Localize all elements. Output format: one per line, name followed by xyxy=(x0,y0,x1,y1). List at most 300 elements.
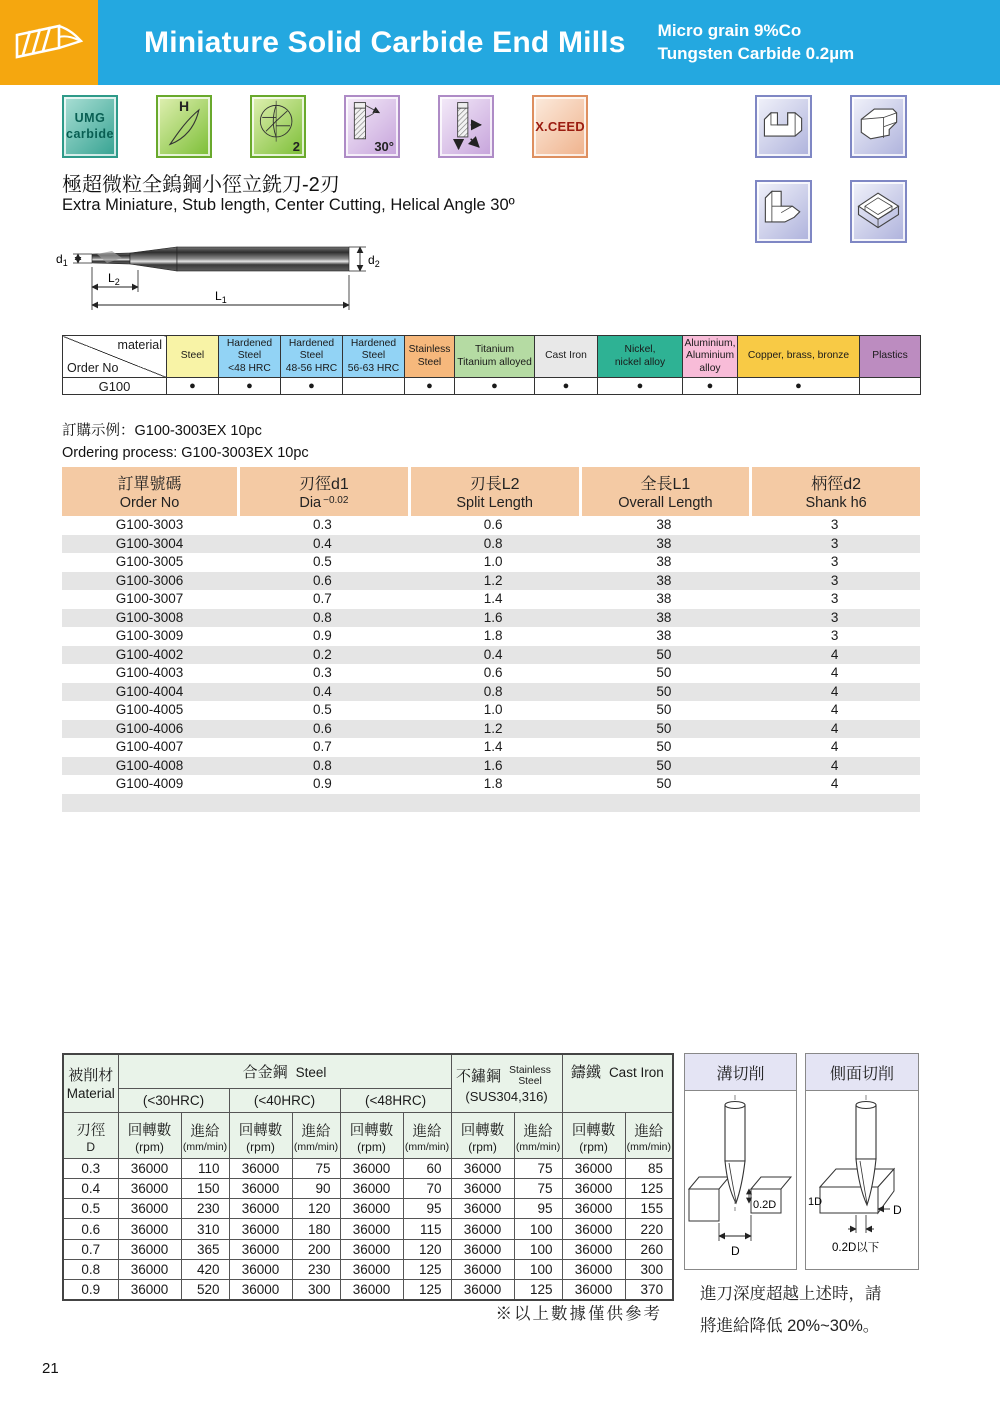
cut-data-cell: 36000 xyxy=(451,1239,514,1259)
cut-data-cell: 370 xyxy=(625,1280,673,1300)
material-dot-cell: ● xyxy=(219,378,281,395)
side-cutting-drawing xyxy=(806,1091,918,1269)
cut-data-cell: 36000 xyxy=(229,1280,292,1300)
spec-cell: 50 xyxy=(656,702,672,717)
spec-cell: 3 xyxy=(830,554,839,569)
material-order-no: G100 xyxy=(63,378,167,395)
spec-header-zh: 全長L1 xyxy=(640,476,691,493)
material-column-header: Nickel, nickel alloy xyxy=(598,336,683,378)
cut-colheader-en: (rpm) xyxy=(468,1139,497,1154)
spec-cell: 38 xyxy=(656,628,672,643)
spec-cell: 0.6 xyxy=(313,572,332,588)
spec-cell: 38 xyxy=(656,572,672,588)
cut-data-cell: 36000 xyxy=(340,1158,403,1178)
cut-data-cell: 115 xyxy=(403,1219,451,1239)
spec-cell: 0.8 xyxy=(483,683,503,699)
cut-column-header xyxy=(514,1112,562,1158)
spec-cell: 3 xyxy=(830,535,839,551)
spec-cell: 38 xyxy=(656,554,672,569)
spec-row xyxy=(62,627,920,646)
cut-column-header xyxy=(625,1112,673,1158)
cut-colheader-zh: 進給 xyxy=(301,1123,331,1140)
cut-data-cell: 36000 xyxy=(340,1199,403,1219)
cut-data-cell: 36000 xyxy=(340,1178,403,1198)
cut-data-cell: 36000 xyxy=(562,1280,625,1300)
cut-data-cell: 260 xyxy=(625,1239,673,1259)
cut-colheader-zh: 進給 xyxy=(412,1123,442,1140)
cut-column-header xyxy=(340,1112,403,1158)
spec-table xyxy=(62,467,920,812)
slot-cutting-drawing xyxy=(685,1091,796,1269)
material-column-header: Hardened Steel 48-56 HRC xyxy=(281,336,343,378)
spec-cell: 0.7 xyxy=(313,591,332,606)
spec-cell: 3 xyxy=(830,591,839,606)
material-dot-cell: ● xyxy=(535,378,598,395)
cut-data-cell: 150 xyxy=(181,1178,229,1198)
spec-cell: 50 xyxy=(656,665,672,680)
spec-cell: 1.4 xyxy=(483,591,503,606)
cut-data-row xyxy=(63,1158,673,1178)
spec-row xyxy=(62,553,920,572)
depth-of-cut-note: 進刀深度超越上述時，請 將進給降低 20%~30%。 xyxy=(700,1285,882,1336)
cut-data-cell: 125 xyxy=(403,1259,451,1279)
cut-data-cell: 36000 xyxy=(340,1239,403,1259)
spec-cell: G100-3006 xyxy=(115,572,184,588)
spec-cell: 50 xyxy=(656,646,672,662)
cut-data-cell: 0.3 xyxy=(63,1158,118,1178)
spec-cell: 3 xyxy=(830,628,839,643)
spec-cell xyxy=(62,794,237,813)
cut-data-cell: 220 xyxy=(625,1219,673,1239)
cut-hrc-subheader: (<30HRC) xyxy=(118,1088,229,1112)
cut-colheader-zh: 刃徑 xyxy=(76,1122,106,1139)
cut-colheader-en: (mm/min) xyxy=(293,1140,339,1153)
cut-colheader-en: (mm/min) xyxy=(626,1140,671,1153)
spec-cell: 0.3 xyxy=(313,665,332,680)
spec-cell: 1.2 xyxy=(483,572,503,588)
cut-data-cell: 36000 xyxy=(451,1219,514,1239)
spec-header-tolerance: −0.02 xyxy=(323,495,349,506)
cut-data-cell: 36000 xyxy=(118,1199,181,1219)
page-title: Miniature Solid Carbide End Mills xyxy=(144,25,626,59)
product-title-en: Extra Miniature, Stub length, Center Cutting, Helical Angle 30º xyxy=(62,196,515,214)
header-banner xyxy=(0,0,1000,85)
cut-data-cell: 120 xyxy=(292,1199,340,1219)
step-shape-icon xyxy=(757,182,810,241)
spec-row xyxy=(62,609,920,628)
spec-cell: 1.4 xyxy=(483,739,503,754)
spec-cell: 4 xyxy=(830,646,839,662)
spec-cell: G100-4009 xyxy=(115,776,184,791)
cut-data-cell: 420 xyxy=(181,1259,229,1279)
cut-data-cell: 36000 xyxy=(562,1219,625,1239)
diagram-side-cutting xyxy=(805,1053,919,1270)
spec-header-cell xyxy=(408,467,579,516)
spec-cell xyxy=(237,794,408,813)
cut-data-cell: 36000 xyxy=(118,1259,181,1279)
side-step-shape-icon xyxy=(852,97,905,156)
cut-colheader-zh: 回轉數 xyxy=(460,1122,505,1139)
cut-data-cell: 110 xyxy=(181,1158,229,1178)
spec-header-cell xyxy=(749,467,920,516)
cut-data-cell: 0.5 xyxy=(63,1199,118,1219)
ordering-example: 訂購示例：G100-3003EX 10pc Ordering process: G100-3003EX 10pc xyxy=(62,423,309,461)
spec-header-zh: 訂單號碼 xyxy=(117,476,182,493)
cut-colheader-en: (rpm) xyxy=(135,1139,164,1154)
spec-cell: 38 xyxy=(656,535,672,551)
cut-colheader-zh: 回轉數 xyxy=(571,1122,616,1139)
cut-data-cell: 85 xyxy=(625,1158,673,1178)
spec-cell: G100-3009 xyxy=(115,628,184,643)
spec-cell: 50 xyxy=(656,739,672,754)
cut-data-cell: 36000 xyxy=(562,1158,625,1178)
cut-data-cell: 100 xyxy=(514,1219,562,1239)
brand-logo xyxy=(0,0,98,85)
svg-text:0.2D以下: 0.2D以下 xyxy=(832,1242,880,1254)
feature-badges xyxy=(62,95,588,158)
cut-data-cell: 520 xyxy=(181,1280,229,1300)
cut-colheader-zh: 回轉數 xyxy=(238,1122,283,1139)
diagram-slot-cutting xyxy=(684,1053,797,1270)
cut-colheader-en: D xyxy=(86,1139,96,1154)
spec-cell: G100-4004 xyxy=(115,683,184,699)
spec-cell: 38 xyxy=(656,591,672,606)
cut-data-cell: 36000 xyxy=(229,1178,292,1198)
spec-header-en: Split Length xyxy=(456,495,533,511)
cut-data-row xyxy=(63,1178,673,1198)
cut-data-cell: 36000 xyxy=(118,1178,181,1198)
cut-castiron-group-header: 鑄鐵 Cast Iron xyxy=(562,1054,673,1112)
spec-cell: 50 xyxy=(656,757,672,773)
cut-data-row xyxy=(63,1199,673,1219)
spec-row xyxy=(62,757,920,776)
material-dot-cell: ● xyxy=(738,378,860,395)
material-dot-cell: ● xyxy=(455,378,535,395)
material-column-header: Aluminium, Aluminium alloy xyxy=(683,336,738,378)
cut-data-cell: 155 xyxy=(625,1199,673,1219)
spec-cell: 1.0 xyxy=(483,702,503,717)
slot-shape-icon xyxy=(757,97,810,156)
spec-cell: 0.9 xyxy=(313,628,332,643)
spec-cell: 0.6 xyxy=(483,665,503,680)
spec-cell: 1.2 xyxy=(483,720,503,736)
cut-data-cell: 120 xyxy=(403,1239,451,1259)
svg-text:D: D xyxy=(731,1244,740,1258)
cut-colheader-zh: 進給 xyxy=(523,1123,553,1140)
spec-header-en: Dia $^{-0.02}$ xyxy=(299,495,349,511)
cut-data-cell: 36000 xyxy=(229,1219,292,1239)
cut-data-row xyxy=(63,1239,673,1259)
spec-cell: 0.6 xyxy=(483,517,503,532)
cut-data-cell: 125 xyxy=(514,1280,562,1300)
spec-cell xyxy=(749,794,920,813)
cut-colheader-en: (rpm) xyxy=(246,1139,275,1154)
cut-column-header xyxy=(229,1112,292,1158)
spec-cell: 38 xyxy=(656,517,672,532)
cut-column-header xyxy=(118,1112,181,1158)
svg-text:d2: $d_2$ xyxy=(368,253,380,269)
spec-cell xyxy=(408,794,579,813)
spec-cell: G100-4002 xyxy=(115,646,184,662)
cut-data-cell: 0.4 xyxy=(63,1178,118,1198)
spec-cell: 1.6 xyxy=(483,609,503,625)
cut-data-cell: 36000 xyxy=(451,1259,514,1279)
material-compatibility-table xyxy=(62,335,921,395)
cut-hrc-subheader: (<40HRC) xyxy=(229,1088,340,1112)
umg-carbide-badge: UMG carbide xyxy=(62,95,118,158)
spec-cell: G100-4008 xyxy=(115,757,184,773)
spec-cell: G100-3005 xyxy=(115,554,184,569)
material-column-header: Copper, brass, bronze xyxy=(738,336,860,378)
spec-cell: 50 xyxy=(656,776,672,791)
svg-text:L1: $L_1$ xyxy=(215,289,227,305)
material-dot-cell: ● xyxy=(598,378,683,395)
spec-header-cell xyxy=(579,467,750,516)
cut-column-header xyxy=(63,1112,118,1158)
diagram-side-title: 側面切削 xyxy=(806,1054,918,1091)
cut-data-cell: 36000 xyxy=(118,1219,181,1239)
spec-cell: 4 xyxy=(830,665,839,680)
material-dot-cell: ● xyxy=(683,378,738,395)
spec-cell: 0.8 xyxy=(313,757,332,773)
cut-data-cell: 365 xyxy=(181,1239,229,1259)
spec-cell: 3 xyxy=(830,517,839,532)
cut-data-cell: 60 xyxy=(403,1158,451,1178)
cut-data-cell: 36000 xyxy=(451,1158,514,1178)
spec-cell: 0.9 xyxy=(313,776,332,791)
endmill-logo-icon xyxy=(13,17,85,69)
svg-text:d1: $d_1$ xyxy=(56,252,68,268)
spec-cell: 0.5 xyxy=(313,702,332,717)
cut-data-cell: 36000 xyxy=(229,1239,292,1259)
svg-text:0.2D: 0.2D xyxy=(753,1199,777,1211)
spec-cell: G100-3004 xyxy=(115,535,184,551)
spec-row xyxy=(62,590,920,609)
cut-data-cell: 300 xyxy=(625,1259,673,1279)
spec-header-zh: 刃長L2 xyxy=(469,476,520,493)
cut-colheader-zh: 回轉數 xyxy=(349,1122,394,1139)
spec-header-en: Overall Length xyxy=(618,495,713,511)
cut-column-header xyxy=(292,1112,340,1158)
cut-data-cell: 36000 xyxy=(118,1158,181,1178)
spec-cell: G100-3007 xyxy=(115,591,184,606)
svg-text:D: D xyxy=(893,1203,902,1217)
material-dot-cell: ● xyxy=(405,378,455,395)
cut-hrc-subheader: (<48HRC) xyxy=(340,1088,451,1112)
tooth-profile-icon xyxy=(158,97,210,156)
cut-data-cell: 0.6 xyxy=(63,1219,118,1239)
svg-text:1D: 1D xyxy=(808,1196,823,1208)
application-pocket-milling-badge xyxy=(850,180,907,243)
spec-row xyxy=(62,720,920,739)
cut-data-cell: 36000 xyxy=(118,1280,181,1300)
cut-data-cell: 36000 xyxy=(562,1199,625,1219)
cut-data-cell: 180 xyxy=(292,1219,340,1239)
spec-cell: G100-4007 xyxy=(115,739,184,754)
spec-row xyxy=(62,535,920,554)
cut-data-cell: 75 xyxy=(292,1158,340,1178)
material-column-header: Cast Iron xyxy=(535,336,598,378)
spec-cell: 0.4 xyxy=(313,683,332,699)
cut-data-cell: 36000 xyxy=(562,1178,625,1198)
cut-column-header xyxy=(451,1112,514,1158)
cut-data-cell: 100 xyxy=(514,1239,562,1259)
spec-row xyxy=(62,794,920,813)
spec-cell: 0.4 xyxy=(313,535,332,551)
cut-data-row xyxy=(63,1259,673,1279)
cut-data-cell: 230 xyxy=(181,1199,229,1219)
spec-row xyxy=(62,738,920,757)
spec-cell: 4 xyxy=(830,702,839,717)
cut-data-row xyxy=(63,1219,673,1239)
cut-column-header xyxy=(181,1112,229,1158)
spec-header-zh: 柄徑d2 xyxy=(811,476,862,493)
spec-cell: 0.3 xyxy=(313,517,332,532)
cut-data-row xyxy=(63,1280,673,1300)
spec-row xyxy=(62,683,920,702)
cut-data-cell: 36000 xyxy=(451,1199,514,1219)
spec-cell: 0.8 xyxy=(313,609,332,625)
material-column-header: Plastics xyxy=(860,336,921,378)
cut-data-cell: 75 xyxy=(514,1178,562,1198)
cut-data-cell: 36000 xyxy=(229,1259,292,1279)
cut-data-cell: 95 xyxy=(403,1199,451,1219)
spec-cell: 1.0 xyxy=(483,554,503,569)
cut-data-cell: 36000 xyxy=(340,1280,403,1300)
application-side-milling-badge xyxy=(850,95,907,158)
material-dot-cell xyxy=(343,378,405,395)
cut-data-cell: 70 xyxy=(403,1178,451,1198)
spec-cell xyxy=(579,794,750,813)
spec-cell: 1.8 xyxy=(483,776,503,791)
cut-data-cell: 36000 xyxy=(229,1199,292,1219)
cut-stainless-group-header: 不鏽鋼 Stainless Steel (SUS304,316) xyxy=(451,1054,562,1112)
material-dot-cell: ● xyxy=(281,378,343,395)
spec-row xyxy=(62,701,920,720)
cut-data-cell: 95 xyxy=(514,1199,562,1219)
spec-cell: 4 xyxy=(830,683,839,699)
reference-note: ※以上數據僅供參考 xyxy=(495,1305,662,1323)
cut-colheader-en: (rpm) xyxy=(357,1139,386,1154)
flute-count-badge: 2 xyxy=(250,95,306,158)
svg-text:L2: $L_2$ xyxy=(108,271,120,287)
spec-row xyxy=(62,572,920,591)
cut-data-cell: 0.8 xyxy=(63,1259,118,1279)
cut-data-cell: 36000 xyxy=(562,1239,625,1259)
cut-colheader-zh: 回轉數 xyxy=(127,1122,172,1139)
cut-data-cell: 75 xyxy=(514,1158,562,1178)
spec-cell: 4 xyxy=(830,776,839,791)
spec-header-en: Shank h6 xyxy=(805,495,867,511)
cut-data-cell: 36000 xyxy=(340,1219,403,1239)
spec-row xyxy=(62,775,920,794)
endmill-dimension-drawing xyxy=(52,220,387,320)
center-cutting-badge xyxy=(438,95,494,158)
cut-steel-group-header: 合金鋼 Steel xyxy=(118,1054,451,1088)
spec-cell: 38 xyxy=(656,609,672,625)
cutting-parameters-table xyxy=(62,1053,674,1301)
spec-row xyxy=(62,664,920,683)
cut-data-cell: 300 xyxy=(292,1280,340,1300)
cut-data-cell: 125 xyxy=(625,1178,673,1198)
spec-header-cell xyxy=(62,467,237,516)
spec-cell: G100-4005 xyxy=(115,702,184,717)
spec-header-en: Order No xyxy=(119,495,180,511)
spec-cell: 1.6 xyxy=(483,757,503,773)
spec-row xyxy=(62,516,920,535)
material-column-header: Hardened Steel <48 HRC xyxy=(219,336,281,378)
title-banner xyxy=(98,0,1000,85)
material-dot-cell xyxy=(860,378,921,395)
spec-cell: 0.6 xyxy=(313,720,332,736)
diagram-slot-title: 溝切削 xyxy=(685,1054,796,1091)
cut-data-cell: 36000 xyxy=(229,1158,292,1178)
cut-data-cell: 0.7 xyxy=(63,1239,118,1259)
cut-data-cell: 36000 xyxy=(340,1259,403,1279)
cut-data-cell: 90 xyxy=(292,1178,340,1198)
spec-cell: 3 xyxy=(830,609,839,625)
material-column-header: Hardened Steel 56-63 HRC xyxy=(343,336,405,378)
spec-cell: 0.4 xyxy=(483,646,503,662)
feed-direction-icon xyxy=(440,97,492,156)
cut-colheader-en: (mm/min) xyxy=(515,1140,561,1153)
spec-cell: 3 xyxy=(830,572,839,588)
cut-data-cell: 36000 xyxy=(118,1239,181,1259)
material-column-header: Steel xyxy=(167,336,219,378)
spec-header-zh: 刃徑d1 xyxy=(298,476,349,493)
cut-colheader-en: (rpm) xyxy=(579,1139,608,1154)
spec-cell: 4 xyxy=(830,739,839,754)
cut-data-cell: 230 xyxy=(292,1259,340,1279)
spec-cell: 0.5 xyxy=(313,554,332,569)
cut-colheader-zh: 進給 xyxy=(634,1123,664,1140)
application-step-milling-badge xyxy=(755,180,812,243)
cut-colheader-en: (mm/min) xyxy=(404,1140,450,1153)
cut-data-cell: 0.9 xyxy=(63,1280,118,1300)
spec-cell: 4 xyxy=(830,720,839,736)
spec-cell: 0.8 xyxy=(483,535,503,551)
spec-cell: 4 xyxy=(830,757,839,773)
spec-cell: 50 xyxy=(656,683,672,699)
spec-cell: G100-3003 xyxy=(115,517,184,532)
tooth-profile-badge: H xyxy=(156,95,212,158)
cut-column-header xyxy=(403,1112,451,1158)
spec-cell: G100-4006 xyxy=(115,720,184,736)
spec-cell: G100-4003 xyxy=(115,665,184,680)
cut-data-cell: 200 xyxy=(292,1239,340,1259)
cut-data-cell: 36000 xyxy=(562,1259,625,1279)
cut-column-header xyxy=(562,1112,625,1158)
cut-data-cell: 310 xyxy=(181,1219,229,1239)
spec-cell: G100-3008 xyxy=(115,609,184,625)
xceed-badge: X.CEED xyxy=(532,95,588,158)
cut-colheader-en: (mm/min) xyxy=(182,1140,228,1153)
helix-angle-badge: 30° xyxy=(344,95,400,158)
spec-row xyxy=(62,646,920,665)
spec-cell: 50 xyxy=(656,720,672,736)
material-column-header: Stainless Steel xyxy=(405,336,455,378)
cut-material-header: 被削材 Material xyxy=(63,1054,118,1112)
cut-data-cell: 100 xyxy=(514,1259,562,1279)
material-dot-cell: ● xyxy=(167,378,219,395)
application-slotting-badge xyxy=(755,95,812,158)
cut-data-cell: 125 xyxy=(403,1280,451,1300)
material-column-header: Titanium Titanium alloyed xyxy=(455,336,535,378)
page-number: 21 xyxy=(42,1360,59,1377)
header-subtitle: Micro grain 9%Co Tungsten Carbide 0.2µm xyxy=(657,21,855,63)
material-table-corner: material Order No xyxy=(63,336,167,378)
product-title-zh: 極超微粒全鎢鋼小徑立銑刀-2刃 xyxy=(62,174,340,196)
